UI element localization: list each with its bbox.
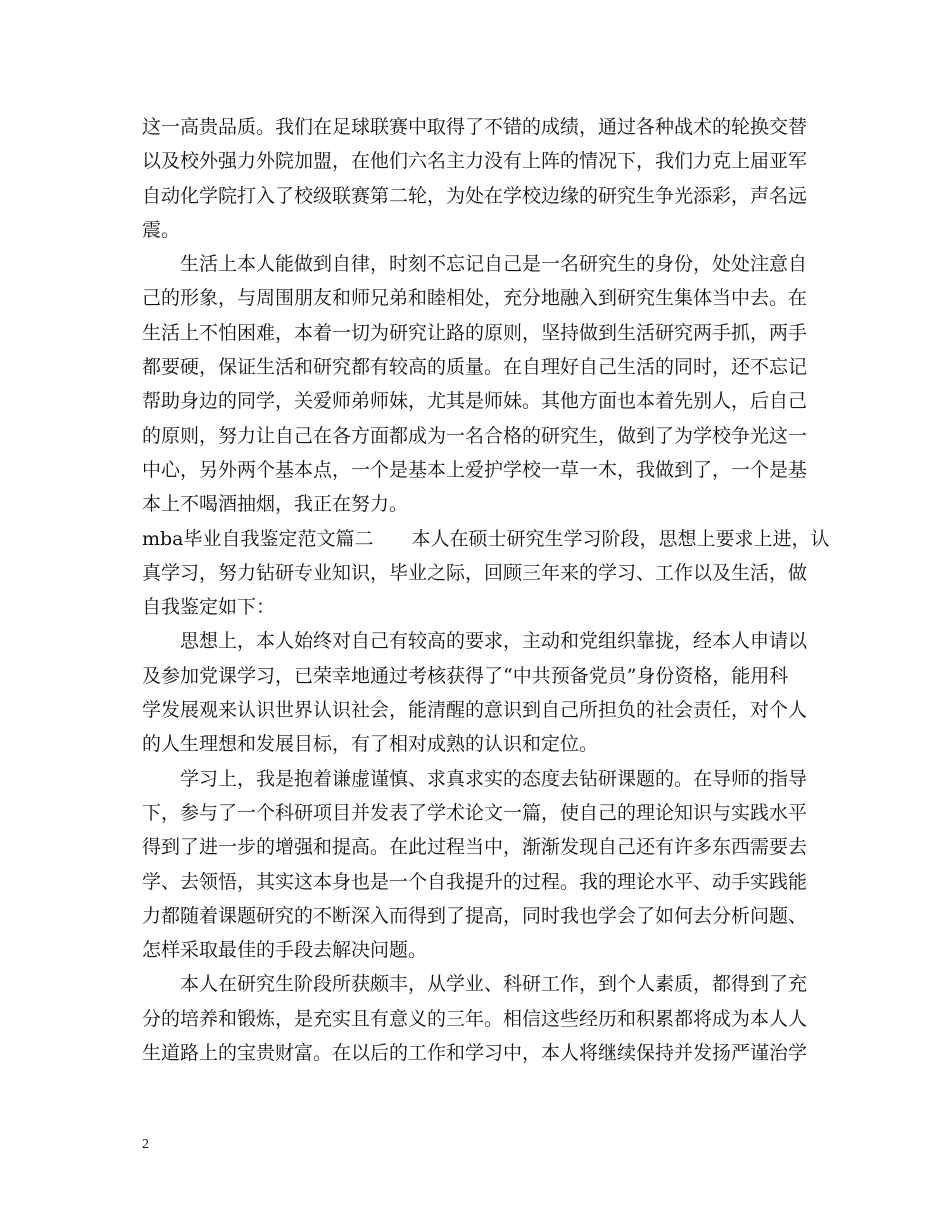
text-line: 己的形象，与周围朋友和师兄弟和睦相处，充分地融入到研究生集体当中去。在	[142, 287, 808, 310]
text-line: 得到了进一步的增强和提高。在此过程当中，渐渐发现自己还有许多东西需要去	[142, 836, 808, 859]
text-line: 都要硬，保证生活和研究都有较高的质量。在自理好自己生活的同时，还不忘记	[142, 356, 808, 379]
text-line: 力都随着课题研究的不断深入而得到了提高，同时我也学会了如何去分析问题、	[142, 904, 808, 927]
paragraph-first-line: 本人在研究生阶段所获颇丰，从学业、科研工作，到个人素质，都得到了充	[180, 973, 808, 996]
text-line: 震。	[142, 218, 181, 241]
section-heading-line: mba毕业自我鉴定范文篇二 本人在硕士研究生学习阶段，思想上要求上进，认	[142, 527, 830, 550]
text-line: 以及校外强力外院加盟，在他们六名主力没有上阵的情况下，我们力克上届亚军	[142, 150, 808, 173]
page-number: 2	[142, 1137, 149, 1152]
document-body	[142, 110, 830, 1070]
paragraph-first-line: 思想上，本人始终对自己有较高的要求，主动和党组织靠拢，经本人申请以	[180, 630, 808, 653]
text-line: 的原则，努力让自己在各方面都成为一名合格的研究生，做到了为学校争光这一	[142, 424, 808, 447]
text-line: 及参加党课学习，已荣幸地通过考核获得了“中共预备党员”身份资格，能用科	[142, 664, 789, 687]
text-line: 自动化学院打入了校级联赛第二轮，为处在学校边缘的研究生争光添彩，声名远	[142, 184, 808, 207]
paragraph-first-line: 学习上，我是抱着谦虚谨慎、求真求实的态度去钻研课题的。在导师的指导	[180, 767, 808, 790]
text-line: 帮助身边的同学，关爱师弟师妹，尤其是师妹。其他方面也本着先别人，后自己	[142, 390, 808, 413]
text-line: 真学习，努力钻研专业知识，毕业之际，回顾三年来的学习、工作以及生活，做	[142, 561, 808, 584]
text-line: 生活上不怕困难，本着一切为研究让路的原则，坚持做到生活研究两手抓，两手	[142, 321, 808, 344]
paragraph-first-line: 生活上本人能做到自律，时刻不忘记自己是一名研究生的身份，处处注意自	[180, 253, 808, 276]
text-line: 分的培养和锻炼，是充实且有意义的三年。相信这些经历和积累都将成为本人人	[142, 1007, 808, 1030]
text-line: 怎样采取最佳的手段去解决问题。	[142, 939, 428, 962]
text-line: 生道路上的宝贵财富。在以后的工作和学习中，本人将继续保持并发扬严谨治学	[142, 1042, 808, 1065]
text-line: 的人生理想和发展目标，有了相对成熟的认识和定位。	[142, 733, 599, 756]
text-line: 这一高贵品质。我们在足球联赛中取得了不错的成绩，通过各种战术的轮换交替	[142, 116, 808, 138]
text-line: 学发展观来认识世界认识社会，能清醒的意识到自己所担负的社会责任，对个人	[142, 699, 808, 722]
text-line: 本上不喝酒抽烟，我正在努力。	[142, 493, 409, 516]
text-line: 学、去领悟，其实这本身也是一个自我提升的过程。我的理论水平、动手实践能	[142, 870, 808, 893]
text-line: 下，参与了一个科研项目并发表了学术论文一篇，使自己的理论知识与实践水平	[142, 801, 808, 824]
text-line: 自我鉴定如下：	[142, 596, 276, 619]
text-line: 中心，另外两个基本点，一个是基本上爱护学校一草一木，我做到了，一个是基	[142, 458, 808, 481]
